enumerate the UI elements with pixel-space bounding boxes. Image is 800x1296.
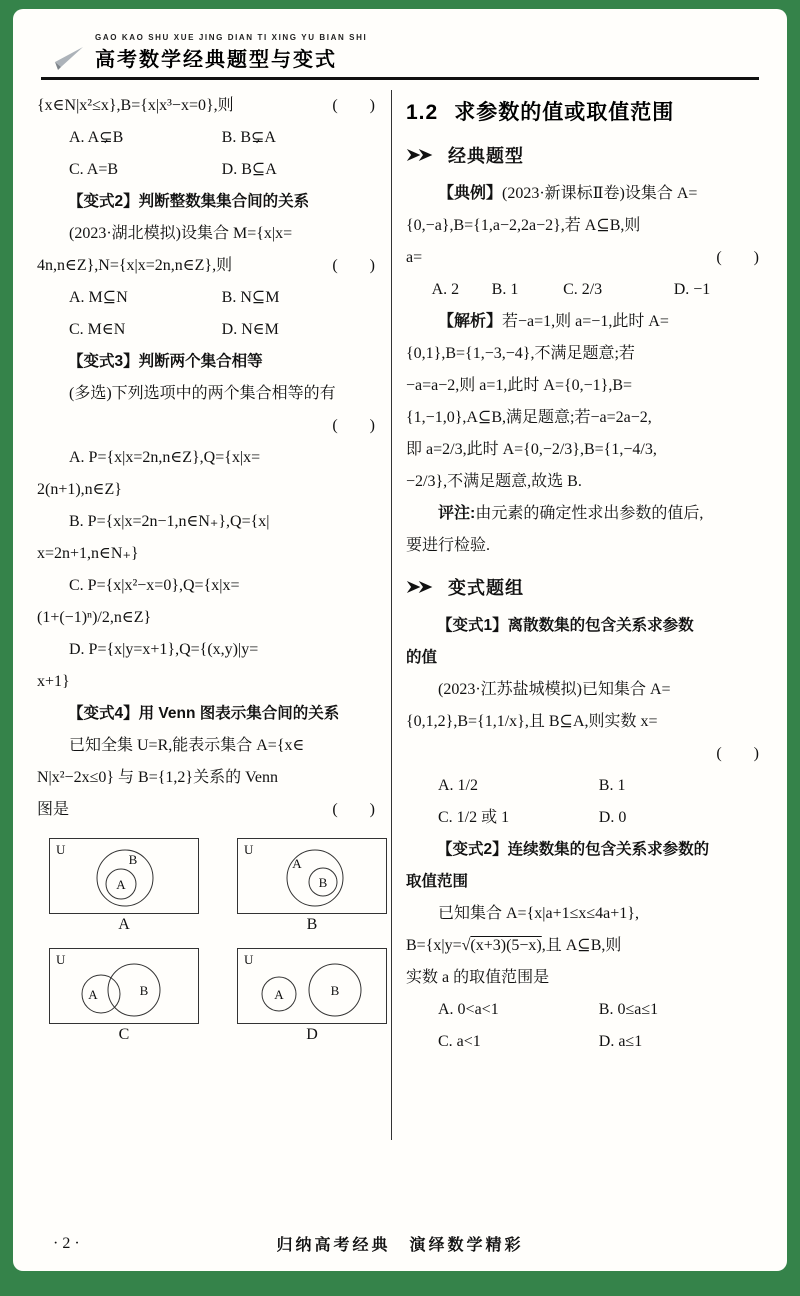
page-number: · 2 · <box>53 1234 80 1252</box>
text-line: (2023·湖北模拟)设集合 M={x|x= <box>69 225 293 242</box>
option-c: C. 2/3 <box>563 281 603 298</box>
venn-diagram-d-disjoint <box>237 948 387 1024</box>
text-line: 要进行检验. <box>406 537 491 554</box>
options-line <box>406 994 763 1026</box>
text-line: (2023·江苏盐城模拟)已知集合 A= <box>438 681 671 698</box>
venn-diagram-b-nested <box>237 838 387 914</box>
right-column <box>391 90 763 1140</box>
options-line <box>406 1026 763 1058</box>
svg-text:A: A <box>274 987 284 1002</box>
option-a-line: A. P={x|x=2n,n∈Z},Q={x|x= <box>69 449 261 466</box>
analysis-tag: 【解析】 <box>438 313 503 330</box>
text-line: (多选)下列选项中的两个集合相等的有 <box>69 385 336 402</box>
remark-tag: 评注: <box>438 505 476 522</box>
text-line <box>37 250 379 282</box>
option-d: D. 0 <box>598 809 627 826</box>
sqrt-line: B={x|y=√(x+3)(5−x),且 A⊆B,则 <box>406 937 622 954</box>
options-line <box>406 274 763 306</box>
variant4-heading: 【变式4】用 Venn 图表示集合间的关系 <box>68 705 340 722</box>
options-line <box>37 282 379 314</box>
option-c: C. A=B <box>69 161 119 178</box>
option-c: C. a<1 <box>438 1033 481 1050</box>
svg-text:U: U <box>244 842 254 857</box>
option-a: A. 2 <box>431 281 460 298</box>
variant2-heading: 【变式2】连续数集的包含关系求参数的 <box>437 841 710 858</box>
radicand: (x+3)(5−x) <box>470 937 542 954</box>
two-column-layout <box>37 90 763 1140</box>
venn-caption: B <box>306 916 318 933</box>
venn-option-c <box>49 948 199 1048</box>
page-footer <box>53 1232 747 1255</box>
option-b: B. 1 <box>598 777 626 794</box>
svg-text:B: B <box>128 852 138 867</box>
option-d: D. −1 <box>673 281 711 298</box>
example-tag: 【典例】 <box>438 185 503 202</box>
option-a: A. M⊆N <box>69 289 128 306</box>
option-c: C. 1/2 或 1 <box>438 809 510 826</box>
svg-text:U: U <box>56 842 66 857</box>
option-b: B. B⊊A <box>221 129 276 146</box>
venn-option-d <box>237 948 387 1048</box>
answer-blank: ( ) <box>332 801 375 818</box>
text-line: −2/3},不满足题意,故选 B. <box>406 473 582 490</box>
venn-caption: C <box>118 1026 130 1043</box>
text-line: (1+(−1)ⁿ)/2,n∈Z} <box>37 609 152 626</box>
text-line: 2(n+1),n∈Z} <box>37 481 122 498</box>
text-line: 实数 a 的取值范围是 <box>406 969 550 986</box>
section-heading-text: 求参数的值或取值范围 <box>454 101 675 124</box>
venn-option-b <box>237 838 387 938</box>
analysis-line: 【解析】若−a=1,则 a=−1,此时 A= <box>438 313 669 330</box>
text-line: 已知集合 A={x|a+1≤x≤4a+1}, <box>438 905 639 922</box>
svg-text:U: U <box>244 952 254 967</box>
text-line: x=2n+1,n∈N₊} <box>37 545 139 562</box>
answer-blank: ( ) <box>716 745 759 762</box>
example-line: 【典例】(2023·新课标Ⅱ卷)设集合 A= <box>438 185 698 202</box>
options-line <box>37 122 379 154</box>
answer-blank-line <box>406 738 763 770</box>
svg-text:B: B <box>139 983 149 998</box>
venn-caption: A <box>118 916 130 933</box>
classic-problems-header <box>406 142 763 168</box>
options-line <box>406 770 763 802</box>
header-logo-icon <box>41 45 85 71</box>
svg-text:B: B <box>318 875 328 890</box>
answer-blank: ( ) <box>716 249 759 266</box>
variant1-heading: 【变式1】离散数集的包含关系求参数 <box>437 617 694 634</box>
answer-blank: ( ) <box>332 257 375 274</box>
option-b-line: B. P={x|x=2n−1,n∈N₊},Q={x| <box>69 513 270 530</box>
text-line: −a=a−2,则 a=1,此时 A={0,−1},B= <box>406 377 633 394</box>
options-line <box>406 802 763 834</box>
text-line: {0,−a},B={1,a−2,2a−2},若 A⊆B,则 <box>406 217 641 234</box>
text-line: {0,1},B={1,−3,−4},不满足题意;若 <box>406 345 635 362</box>
venn-diagram-c-overlap <box>49 948 199 1024</box>
option-c-line: C. P={x|x²−x=0},Q={x|x= <box>69 577 240 594</box>
classic-problems-label: 经典题型 <box>448 146 524 166</box>
option-a: A. A⊊B <box>69 129 124 146</box>
text-line <box>37 90 379 122</box>
variant1-heading-cont: 的值 <box>406 649 438 666</box>
page-header-title: 高考数学经典题型与变式 <box>95 49 337 71</box>
text-line: N|x²−2x≤0} 与 B={1,2}关系的 Venn <box>37 769 278 786</box>
header-pinyin: GAO KAO SHU XUE JING DIAN TI XING YU BIAN SHI <box>95 33 368 42</box>
text-line: a= ( ) <box>406 242 763 274</box>
answer-blank: ( ) <box>332 97 375 114</box>
text-line: 即 a=2/3,此时 A={0,−2/3},B={1,−4/3, <box>406 441 657 458</box>
options-line <box>37 154 379 186</box>
left-column <box>37 90 391 1140</box>
option-c: C. M∈N <box>69 321 126 338</box>
option-b: B. 0≤a≤1 <box>598 1001 659 1018</box>
variant2-heading-cont: 取值范围 <box>406 873 469 890</box>
section-number: 1.2 <box>406 101 439 124</box>
option-d: D. a≤1 <box>598 1033 643 1050</box>
option-a: A. 1/2 <box>438 777 478 794</box>
variant3-heading: 【变式3】判断两个集合相等 <box>68 353 263 370</box>
math-text: {x∈N|x²≤x},B={x|x³−x=0},则 <box>37 97 234 114</box>
option-a: A. 0<a<1 <box>438 1001 499 1018</box>
text-line: {1,−1,0},A⊆B,满足题意;若−a=2a−2, <box>406 409 652 426</box>
venn-option-a <box>49 838 199 938</box>
option-d: D. N∈M <box>221 321 279 338</box>
section-title <box>406 96 763 126</box>
remark-line: 评注:由元素的确定性求出参数的值后, <box>438 505 704 522</box>
svg-text:A: A <box>292 856 302 871</box>
double-arrow-icon <box>406 580 440 594</box>
svg-text:B: B <box>330 983 340 998</box>
page-header <box>41 33 759 80</box>
book-page <box>13 9 787 1271</box>
double-arrow-icon <box>406 148 440 162</box>
venn-diagrams <box>49 838 379 1048</box>
option-d: D. B⊆A <box>221 161 277 178</box>
options-line <box>37 314 379 346</box>
math-text: 4n,n∈Z},N={x|x=2n,n∈Z},则 <box>37 257 233 274</box>
variant-group-label: 变式题组 <box>448 578 524 598</box>
svg-text:A: A <box>116 877 126 892</box>
header-text <box>95 33 367 72</box>
answer-blank: ( ) <box>332 417 375 434</box>
answer-blank-line <box>37 410 379 442</box>
variant2-heading: 【变式2】判断整数集集合间的关系 <box>68 193 310 210</box>
variant-group-header <box>406 574 763 600</box>
venn-diagram-a-nested <box>49 838 199 914</box>
option-b: B. N⊆M <box>221 289 280 306</box>
svg-text:U: U <box>56 952 66 967</box>
text-line: x+1} <box>37 673 70 690</box>
text-line: 已知全集 U=R,能表示集合 A={x∈ <box>69 737 305 754</box>
text-line: {0,1,2},B={1,1/x},且 B⊆A,则实数 x= <box>406 713 658 730</box>
svg-text:A: A <box>88 987 98 1002</box>
footer-slogan: 归纳高考经典 演绎数学精彩 <box>276 1237 524 1254</box>
text-line: 图是 ( ) <box>37 794 379 826</box>
option-b: B. 1 <box>491 281 519 298</box>
venn-caption: D <box>306 1026 318 1043</box>
option-d-line: D. P={x|y=x+1},Q={(x,y)|y= <box>69 641 259 658</box>
